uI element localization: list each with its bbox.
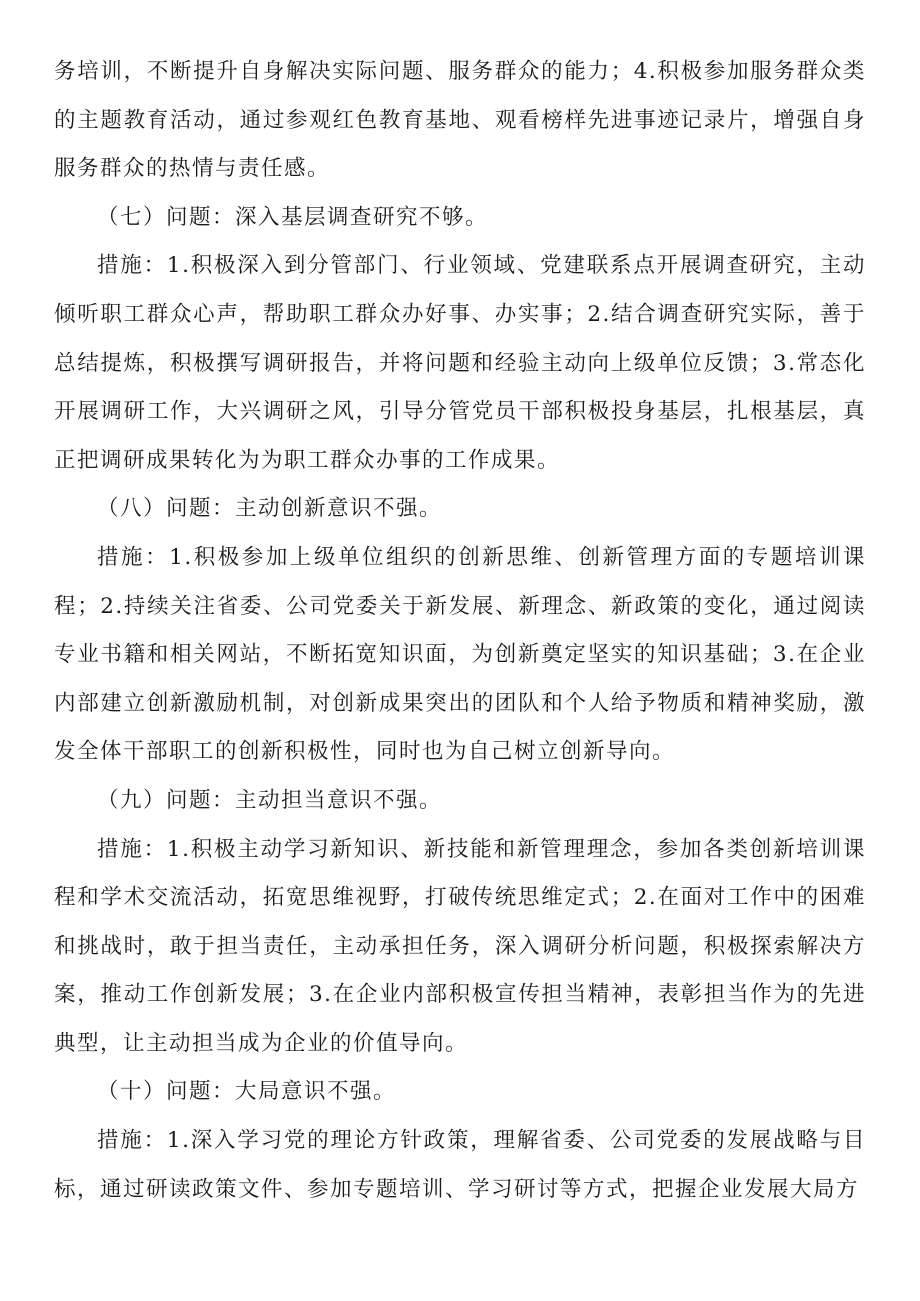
- document-body: [54, 48, 866, 1214]
- measures-paragraph-8: 措施：1.积极参加上级单位组织的创新思维、创新管理方面的专题培训课程；2.持续关注省委、公司党委关于新发展、新理念、新政策的变化，通过阅读专业书籍和相关网站，不断拓宽知识面，为创新奠定坚实的知识基础；3.在企业内部建立创新激励机制，对创新成果突出的团队和个人给予物质和精神奖励，激发全体干部职工的创新积极性，同时也为自己树立创新导向。: [54, 544, 866, 765]
- section-heading-8: （八）问题：主动创新意识不强。: [97, 496, 443, 522]
- continuation-paragraph: 务培训，不断提升自身解决实际问题、服务群众的能力；4.积极参加服务群众类的主题教育活动，通过参观红色教育基地、观看榜样先进事迹记录片，增强自身服务群众的热情与责任感。: [54, 59, 866, 182]
- measures-paragraph-9: 措施：1.积极主动学习新知识、新技能和新管理理念，参加各类创新培训课程和学术交流活动，拓宽思维视野，打破传统思维定式；2.在面对工作中的困难和挑战时，敢于担当责任，主动承担任务，深入调研分析问题，积极探索解决方案，推动工作创新发展；3.在企业内部积极宣传担当精神，表彰担当作为的先进典型，让主动担当成为企业的价值导向。: [54, 836, 866, 1056]
- section-heading-10: （十）问题：大局意识不强。: [97, 1079, 397, 1105]
- section-heading-7: （七）问题：深入基层调查研究不够。: [97, 204, 489, 230]
- section-heading-9: （九）问题：主动担当意识不强。: [97, 787, 443, 813]
- measures-paragraph-10: 措施：1.深入学习党的理论方针政策，理解省委、公司党委的发展战略与目标，通过研读政策文件、参加专题培训、学习研讨等方式，把握企业发展大局方: [54, 1128, 866, 1202]
- measures-paragraph-7: 措施：1.积极深入到分管部门、行业领域、党建联系点开展调查研究，主动倾听职工群众心声，帮助职工群众办好事、办实事；2.结合调查研究实际，善于总结提炼，积极撰写调研报告，并将问题和经验主动向上级单位反馈；3.常态化开展调研工作，大兴调研之风，引导分管党员干部积极投身基层，扎根基层，真正把调研成果转化为为职工群众办事的工作成果。: [54, 253, 866, 473]
